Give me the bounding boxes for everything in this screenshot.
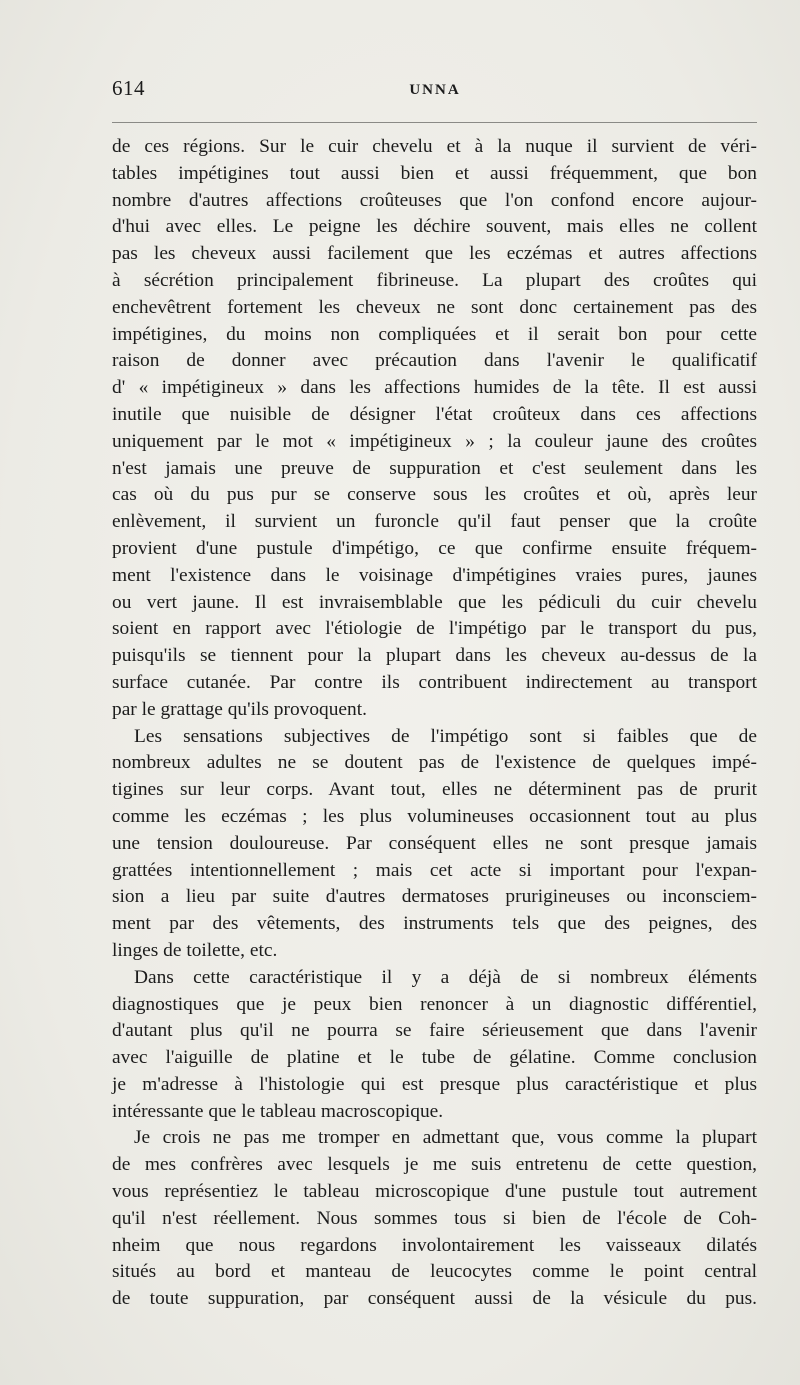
text-line: avec l'aiguille de platine et le tube de gélatine. Comme conclusion [112,1047,757,1069]
text-line: ment par des vêtements, des instruments tels que des peignes, des [112,913,757,935]
text-line: situés au bord et manteau de leucocytes comme le point central [112,1261,757,1283]
text-line: sion a lieu par suite d'autres dermatoses prurigineuses ou inconsciem- [112,886,757,908]
text-line: provient d'une pustule d'impétigo, ce que confirme ensuite fréquem- [112,537,757,559]
text-line: raison de donner avec précaution dans l'avenir le qualificatif [112,350,757,372]
text-line: nheim que nous regardons involontairement les vaisseaux dilatés [112,1234,757,1256]
page-number: 614 [112,76,145,100]
text-line: qu'il n'est réellement. Nous sommes tous si bien de l'école de Coh- [112,1207,757,1229]
paragraph-end-line: linges de toilette, etc. [112,939,278,961]
text-line: uniquement par le mot « impétigineux » ; la couleur jaune des croûtes [112,430,757,452]
text-line: grattées intentionnellement ; mais cet acte si important pour l'expan- [112,859,757,881]
running-head: UNNA [409,82,461,98]
paragraph-start-line: Dans cette caractéristique il y a déjà de si nombreux éléments [134,966,757,988]
text-line: soient en rapport avec l'étiologie de l'impétigo par le transport du pus, [112,618,757,640]
paragraph-start-line: Les sensations subjectives de l'impétigo sont si faibles que de [134,725,757,747]
text-line: impétigines, du moins non compliquées et il serait bon pour cette [112,323,757,345]
text-line: surface cutanée. Par contre ils contribuent indirectement au transport [112,671,757,693]
header-rule [112,122,757,123]
text-line: je m'adresse à l'histologie qui est presque plus caractéristique et plus [112,1073,757,1095]
page-header [110,76,760,106]
text-line: nombre d'autres affections croûteuses que l'on confond encore aujour- [112,189,757,211]
text-line: nombreux adultes ne se doutent pas de l'existence de quelques impé- [112,752,757,774]
paragraph-end-line: intéressante que le tableau macroscopique. [112,1100,444,1122]
text-line: puisqu'ils se tiennent pour la plupart dans les cheveux au-dessus de la [112,645,757,667]
text-line: n'est jamais une preuve de suppuration et c'est seulement dans les [112,457,757,479]
text-line: de toute suppuration, par conséquent aussi de la vésicule du pus. [112,1288,757,1310]
text-line: tables impétigines tout aussi bien et aussi fréquemment, que bon [112,162,757,184]
text-line: de ces régions. Sur le cuir chevelu et à la nuque il survient de véri- [112,136,757,157]
text-line: cas où du pus pur se conserve sous les croûtes et où, après leur [112,484,757,506]
text-line: enlèvement, il survient un furoncle qu'il faut penser que la croûte [112,511,757,533]
text-line: tigines sur leur corps. Avant tout, elles ne déterminent pas de prurit [112,779,757,801]
text-line: d'autant plus qu'il ne pourra se faire sérieusement que dans l'avenir [112,1020,757,1042]
text-line: ou vert jaune. Il est invraisemblable que les pédiculi du cuir chevelu [112,591,757,613]
text-line: enchevêtrent fortement les cheveux ne sont donc certainement pas des [112,296,757,318]
paragraph-start-line: Je crois ne pas me tromper en admettant que, vous comme la plupart [134,1127,757,1149]
text-line: vous représentiez le tableau microscopique d'une pustule tout autrement [112,1181,757,1203]
text-line: inutile que nuisible de désigner l'état croûteux dans ces affections [112,403,757,425]
text-line: pas les cheveux aussi facilement que les eczémas et autres affections [112,243,757,265]
paragraph-end-line: par le grattage qu'ils provoquent. [112,698,367,720]
text-line: de mes confrères avec lesquels je me suis entretenu de cette question, [112,1154,757,1176]
text-line: d'hui avec elles. Le peigne les déchire souvent, mais elles ne collent [112,216,757,238]
text-line: une tension douloureuse. Par conséquent elles ne sont presque jamais [112,832,757,854]
text-line: ment l'existence dans le voisinage d'impétigines vraies pures, jaunes [112,564,757,586]
text-line: d' « impétigineux » dans les affections humides de la tête. Il est aussi [112,377,757,399]
text-line: à sécrétion principalement fibrineuse. La plupart des croûtes qui [112,269,757,291]
text-line: comme les eczémas ; les plus volumineuses occasionnent tout au plus [112,805,757,827]
body-text [112,134,757,1313]
text-line: diagnostiques que je peux bien renoncer à un diagnostic différentiel, [112,993,757,1015]
